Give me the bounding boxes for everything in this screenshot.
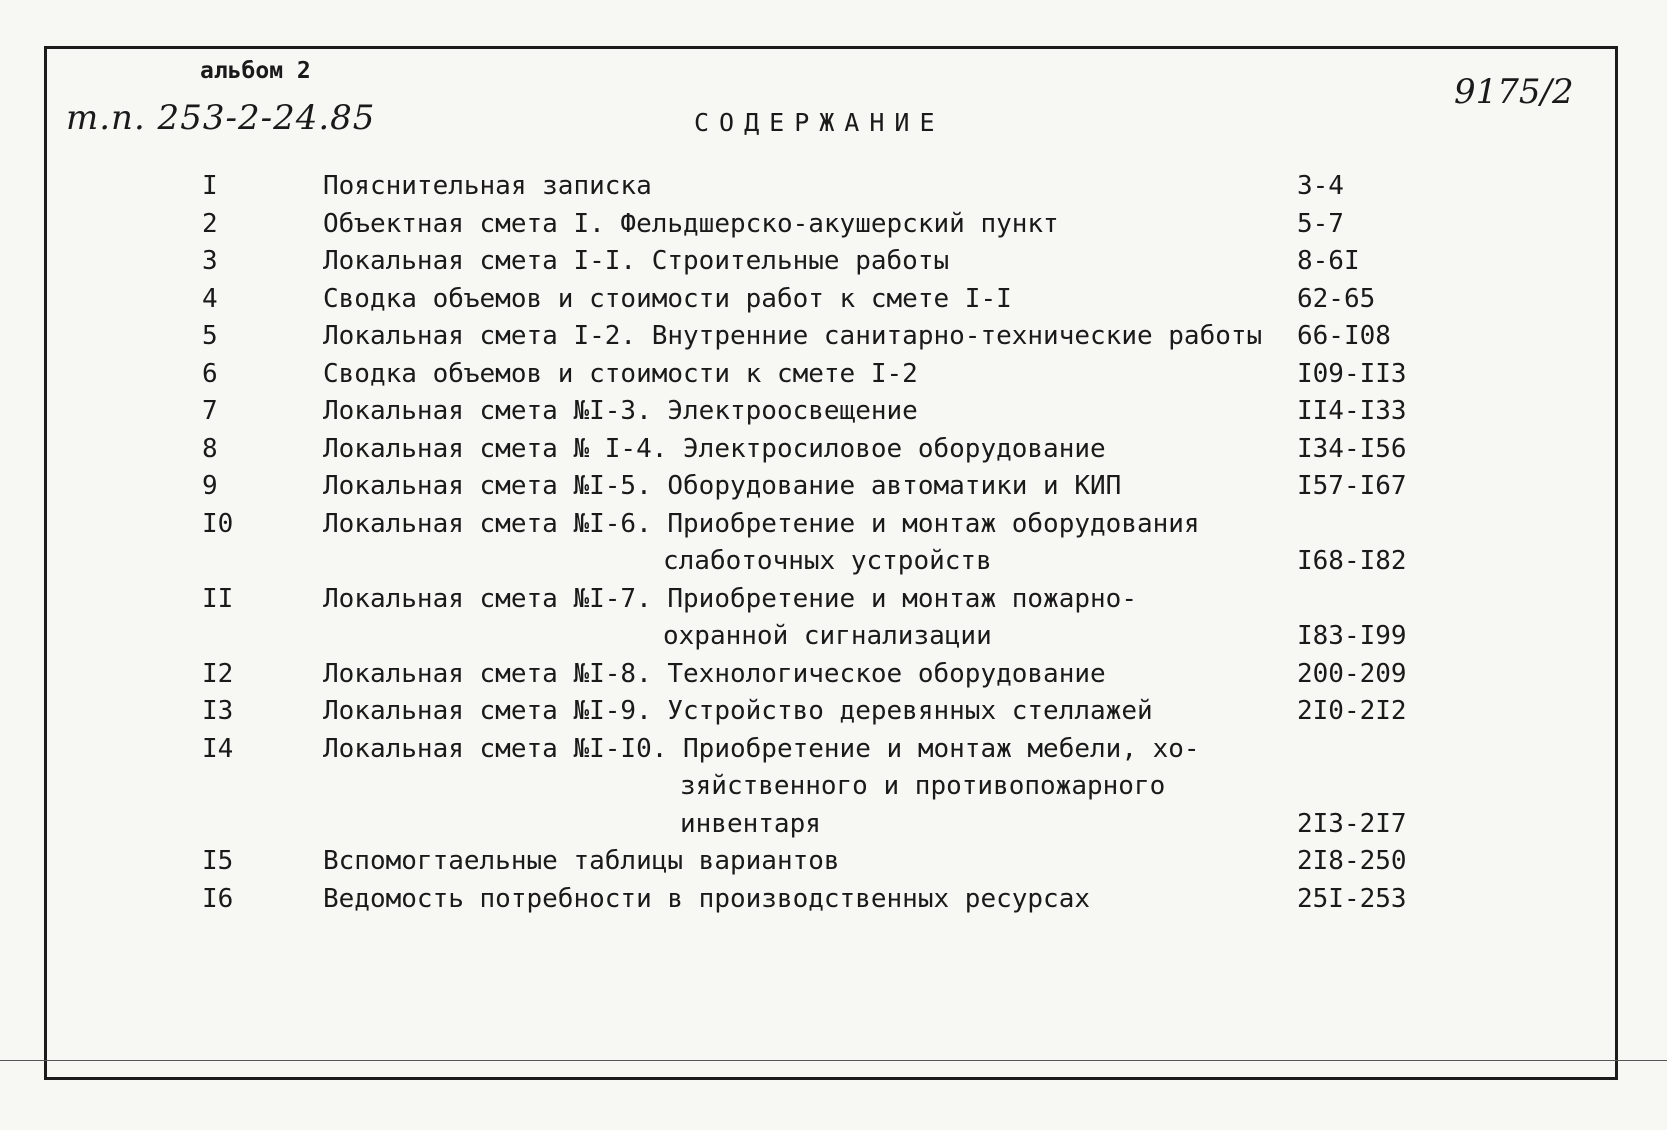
toc-number: I0 [202, 508, 234, 539]
toc-entry [0, 318, 1667, 355]
toc-pages: II4-I33 [1297, 396, 1407, 426]
toc-pages: I68-I82 [1297, 546, 1407, 576]
toc-number: 4 [202, 283, 218, 314]
toc-title: Локальная смета №I-3. Электроосвещение [323, 396, 918, 426]
toc-entry [0, 656, 1667, 693]
toc-number: 5 [202, 321, 218, 351]
toc-entry [0, 506, 1667, 543]
toc-number: I6 [202, 883, 234, 914]
toc-pages: 2I8-250 [1297, 846, 1407, 876]
toc-title: Локальная смета №I-5. Оборудование автоматики и КИП [323, 471, 1122, 501]
album-label: альбом 2 [200, 58, 311, 84]
toc-entry [0, 843, 1667, 880]
toc-number: I4 [202, 733, 234, 764]
toc-pages: 3-4 [1297, 171, 1344, 201]
toc-title: Локальная смета I-2. Внутренние санитарно-технические работы [323, 321, 1263, 351]
toc-entry [0, 881, 1667, 918]
toc-pages: 2I3-2I7 [1297, 808, 1407, 839]
toc-title: Локальная смета №I-I0. Приобретение и монтаж мебели, хо- [323, 733, 1200, 764]
toc-title: Локальная смета №I-9. Устройство деревянных стеллажей [323, 696, 1153, 726]
toc-entry [0, 243, 1667, 280]
toc-number: I5 [202, 846, 234, 876]
toc-number: 9 [202, 471, 218, 501]
toc-pages: 25I-253 [1297, 883, 1407, 914]
toc-title: Пояснительная записка [323, 171, 652, 201]
toc-entry [0, 581, 1667, 618]
toc-title: Локальная смета I-I. Строительные работы [323, 246, 950, 276]
toc-number: II [202, 583, 234, 614]
toc-title: Ведомость потребности в производственных ресурсах [323, 883, 1091, 914]
document-number: 9175/2 [1454, 72, 1574, 112]
toc-pages: 66-I08 [1297, 321, 1391, 351]
toc-title: Сводка объемов и стоимости к смете I-2 [323, 358, 918, 389]
toc-entry [0, 281, 1667, 318]
toc-title: Локальная смета №I-8. Технологическое оборудование [323, 658, 1106, 689]
toc-pages: 5-7 [1297, 208, 1344, 239]
toc-entry-continuation [0, 806, 1667, 843]
toc-entry [0, 693, 1667, 730]
toc-entry [0, 431, 1667, 468]
toc-title: Локальная смета №I-7. Приобретение и монтаж пожарно- [323, 583, 1137, 614]
toc-title: зяйственного и противопожарного [680, 771, 1166, 801]
toc-number: 8 [202, 433, 218, 464]
toc-number: I3 [202, 696, 234, 726]
toc-pages: I57-I67 [1297, 471, 1407, 501]
toc-entry [0, 468, 1667, 505]
toc-entry [0, 731, 1667, 768]
toc-title: инвентаря [680, 808, 821, 839]
toc-title: Локальная смета № I-4. Электросиловое оборудование [323, 433, 1106, 464]
toc-title: Вспомогтаельные таблицы вариантов [323, 846, 840, 876]
toc-number: 2 [202, 208, 218, 239]
toc-pages: 62-65 [1297, 283, 1376, 314]
scan-line [0, 1060, 1667, 1061]
toc-number: 6 [202, 358, 218, 389]
toc-number: I [202, 171, 218, 201]
project-code: т.п. 253-2-24.85 [66, 98, 376, 138]
toc-title: слаботочных устройств [663, 546, 992, 576]
toc-pages: 200-209 [1297, 658, 1407, 689]
toc-number: 7 [202, 396, 218, 426]
toc-entry-continuation [0, 618, 1667, 655]
toc-entry-continuation [0, 768, 1667, 805]
toc-entry [0, 206, 1667, 243]
toc-entry [0, 356, 1667, 393]
page-title: СОДЕРЖАНИЕ [694, 108, 945, 137]
toc-title: Объектная смета I. Фельдшерско-акушерский пункт [323, 208, 1059, 239]
toc-title: Сводка объемов и стоимости работ к смете I-I [323, 283, 1012, 314]
toc-entry [0, 168, 1667, 205]
toc-pages: I09-II3 [1297, 358, 1407, 389]
toc-pages: I34-I56 [1297, 433, 1407, 464]
toc-pages: I83-I99 [1297, 621, 1407, 651]
toc-title: Локальная смета №I-6. Приобретение и монтаж оборудования [323, 508, 1200, 539]
toc-number: I2 [202, 658, 234, 689]
toc-number: 3 [202, 246, 218, 276]
toc-pages: 2I0-2I2 [1297, 696, 1407, 726]
toc-title: охранной сигнализации [663, 621, 992, 651]
toc-entry [0, 393, 1667, 430]
toc-pages: 8-6I [1297, 246, 1360, 276]
toc-entry-continuation [0, 543, 1667, 580]
